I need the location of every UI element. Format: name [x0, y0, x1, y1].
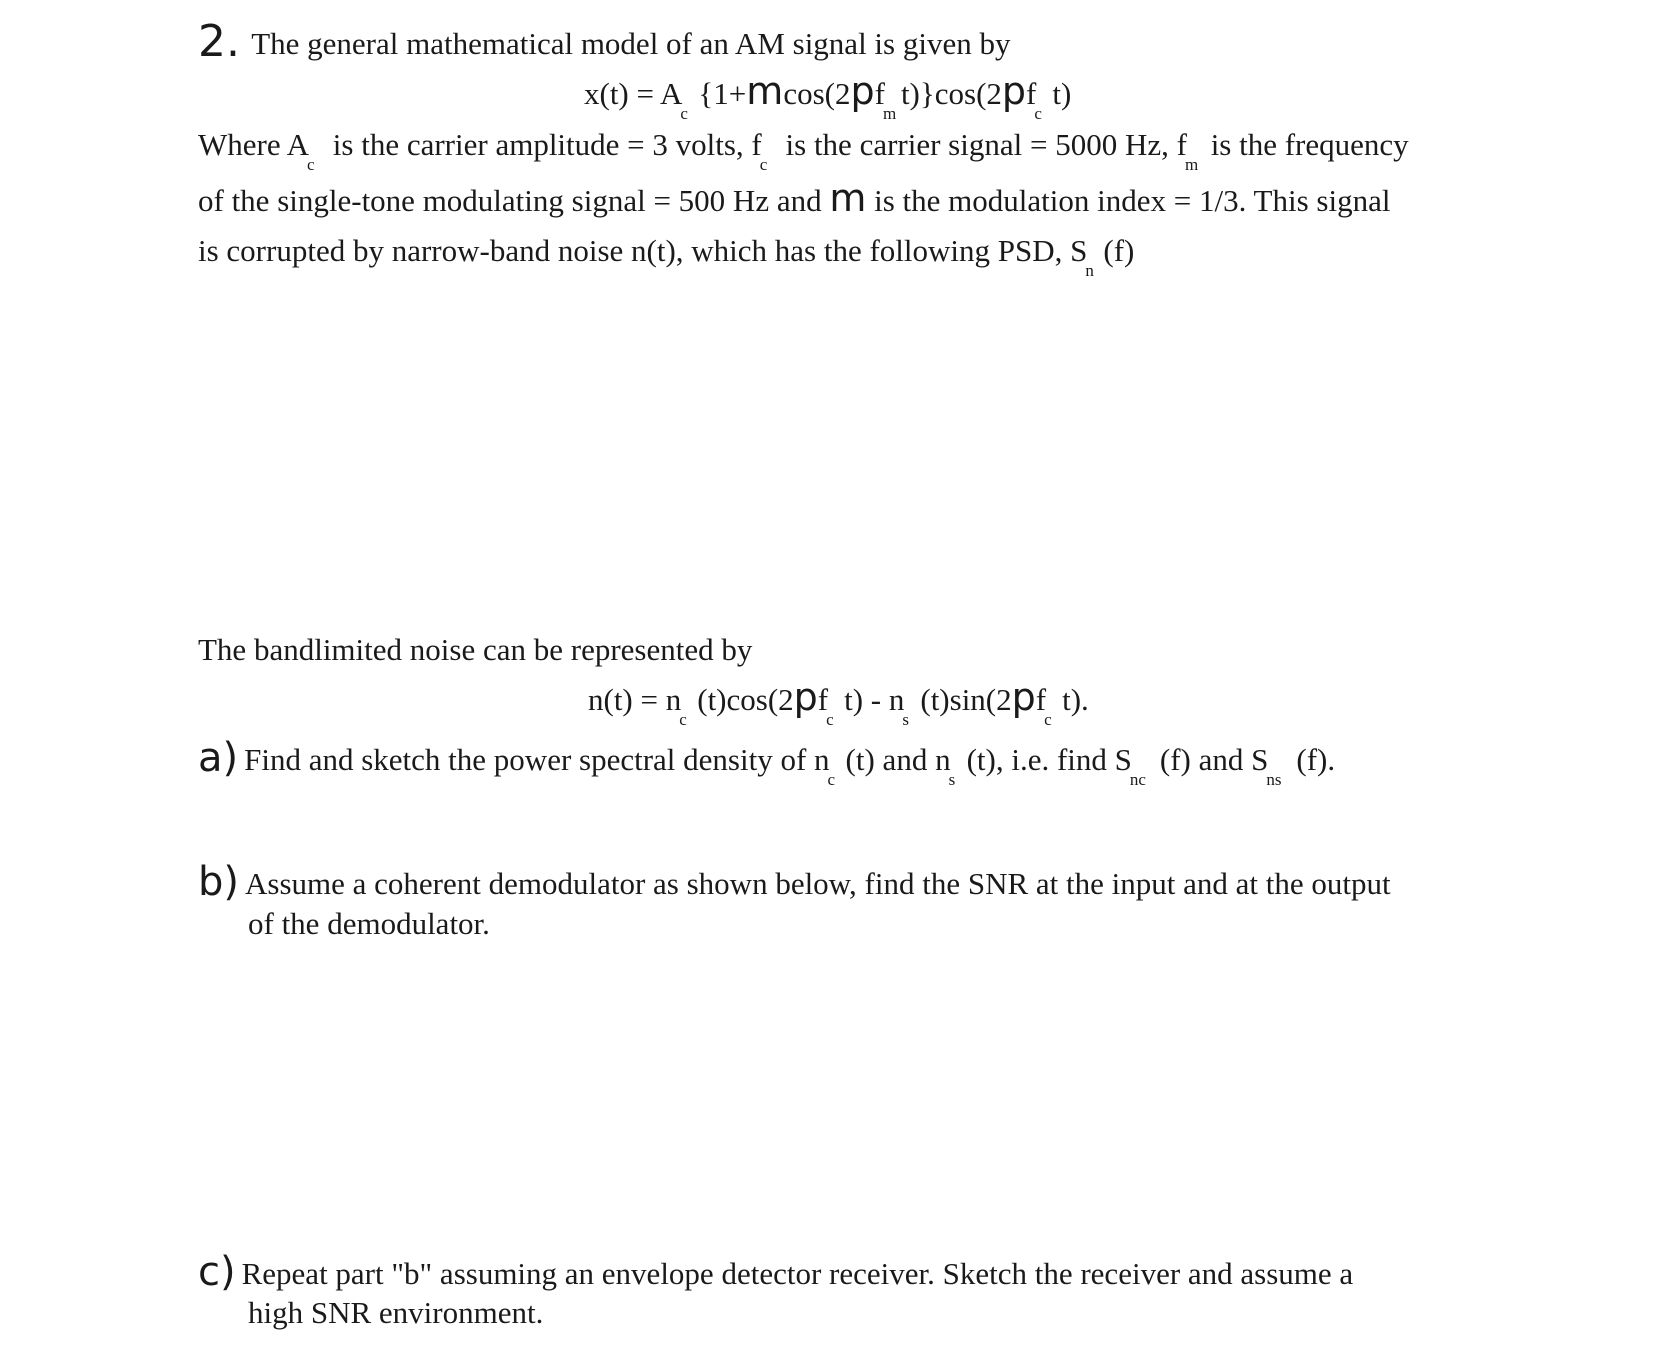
- eq1-f1: f: [874, 76, 885, 111]
- where-text-8: (f): [1103, 233, 1135, 268]
- part-a-text-4: (f) and S: [1159, 742, 1269, 777]
- part-b: [198, 859, 1391, 905]
- part-c-line-2: high SNR environment.: [248, 1295, 544, 1330]
- where-text-5: of the single-tone modulating signal = 500 Hz and: [198, 183, 822, 218]
- part-b-continuation: [248, 906, 490, 942]
- eq2-part3: (t)sin(2: [920, 682, 1012, 717]
- eq2-part4: t).: [1062, 682, 1089, 717]
- where-text-6: is the modulation index = 1/3. This signal: [874, 183, 1391, 218]
- pi-symbol: p: [850, 69, 875, 113]
- part-a-text-1: Find and sketch the power spectral density of n: [244, 742, 830, 777]
- am-signal-equation: x(t) = Ac{1+mcos(2pfmt)}cos(2pfct): [584, 69, 1072, 123]
- part-c-continuation: [248, 1295, 543, 1331]
- part-b-line-1: Assume a coherent demodulator as shown below, find the SNR at the input and at the output: [245, 866, 1391, 901]
- mu-symbol: m: [746, 69, 784, 113]
- where-line-1: Where Ac is the carrier amplitude = 3 volts, fc is the carrier signal = 5000 Hz, fm is the frequency: [198, 127, 1409, 174]
- mu-symbol: m: [829, 176, 867, 220]
- where-text-3: is the carrier signal = 5000 Hz, f: [785, 127, 1187, 162]
- part-a-text-3: (t), i.e. find S: [966, 742, 1132, 777]
- eq1-part1: {1+: [698, 76, 747, 111]
- part-a-text-5: (f).: [1296, 742, 1336, 777]
- pi-symbol: p: [793, 675, 818, 719]
- eq1-part4: t): [1052, 76, 1072, 111]
- bandlimited-text: [198, 632, 752, 668]
- pi-symbol: p: [1001, 69, 1027, 113]
- part-b-label: b): [198, 859, 239, 905]
- eq1-part3: t)}cos(2: [900, 76, 1002, 111]
- question-intro-line: [198, 16, 1011, 67]
- where-line-2: [198, 176, 1391, 220]
- where-line-3: is corrupted by narrow-band noise n(t), which has the following PSD, Sn(f): [198, 233, 1135, 280]
- part-a-label: a): [198, 735, 239, 781]
- part-a: a) Find and sketch the power spectral density of nc(t) and ns(t), i.e. find Snc(f) and Sns(f).: [198, 735, 1336, 789]
- part-c-label: c): [198, 1249, 236, 1295]
- eq2-lhs: n(t) = n: [588, 682, 682, 717]
- part-b-line-2: of the demodulator.: [248, 906, 490, 941]
- eq2-part2: t) - n: [844, 682, 905, 717]
- eq2-f2: f: [1035, 682, 1047, 717]
- where-text-4: is the frequency: [1210, 127, 1409, 162]
- part-c-line-1: Repeat part "b" assuming an envelope detector receiver. Sketch the receiver and assume a: [241, 1256, 1354, 1291]
- part-c: [198, 1249, 1354, 1295]
- bandlimited-sentence: The bandlimited noise can be represented by: [198, 632, 753, 667]
- eq1-lhs: x(t) = A: [584, 76, 683, 111]
- part-a-text-2: (t) and n: [845, 742, 951, 777]
- pi-symbol: p: [1011, 675, 1036, 719]
- where-text-1: Where A: [198, 127, 310, 162]
- eq1-f2: f: [1026, 76, 1037, 111]
- question-number: 2.: [198, 16, 240, 67]
- where-text-2: is the carrier amplitude = 3 volts, f: [332, 127, 762, 162]
- eq2-part1: (t)cos(2: [697, 682, 794, 717]
- noise-equation: n(t) = nc(t)cos(2pfct) - ns(t)sin(2pfct).: [588, 675, 1089, 729]
- where-text-7: is corrupted by narrow-band noise n(t), which has the following PSD, S: [198, 233, 1088, 268]
- eq2-f1: f: [817, 682, 829, 717]
- question-intro-text: The general mathematical model of an AM signal is given by: [251, 26, 1011, 61]
- eq1-part2: cos(2: [783, 76, 851, 111]
